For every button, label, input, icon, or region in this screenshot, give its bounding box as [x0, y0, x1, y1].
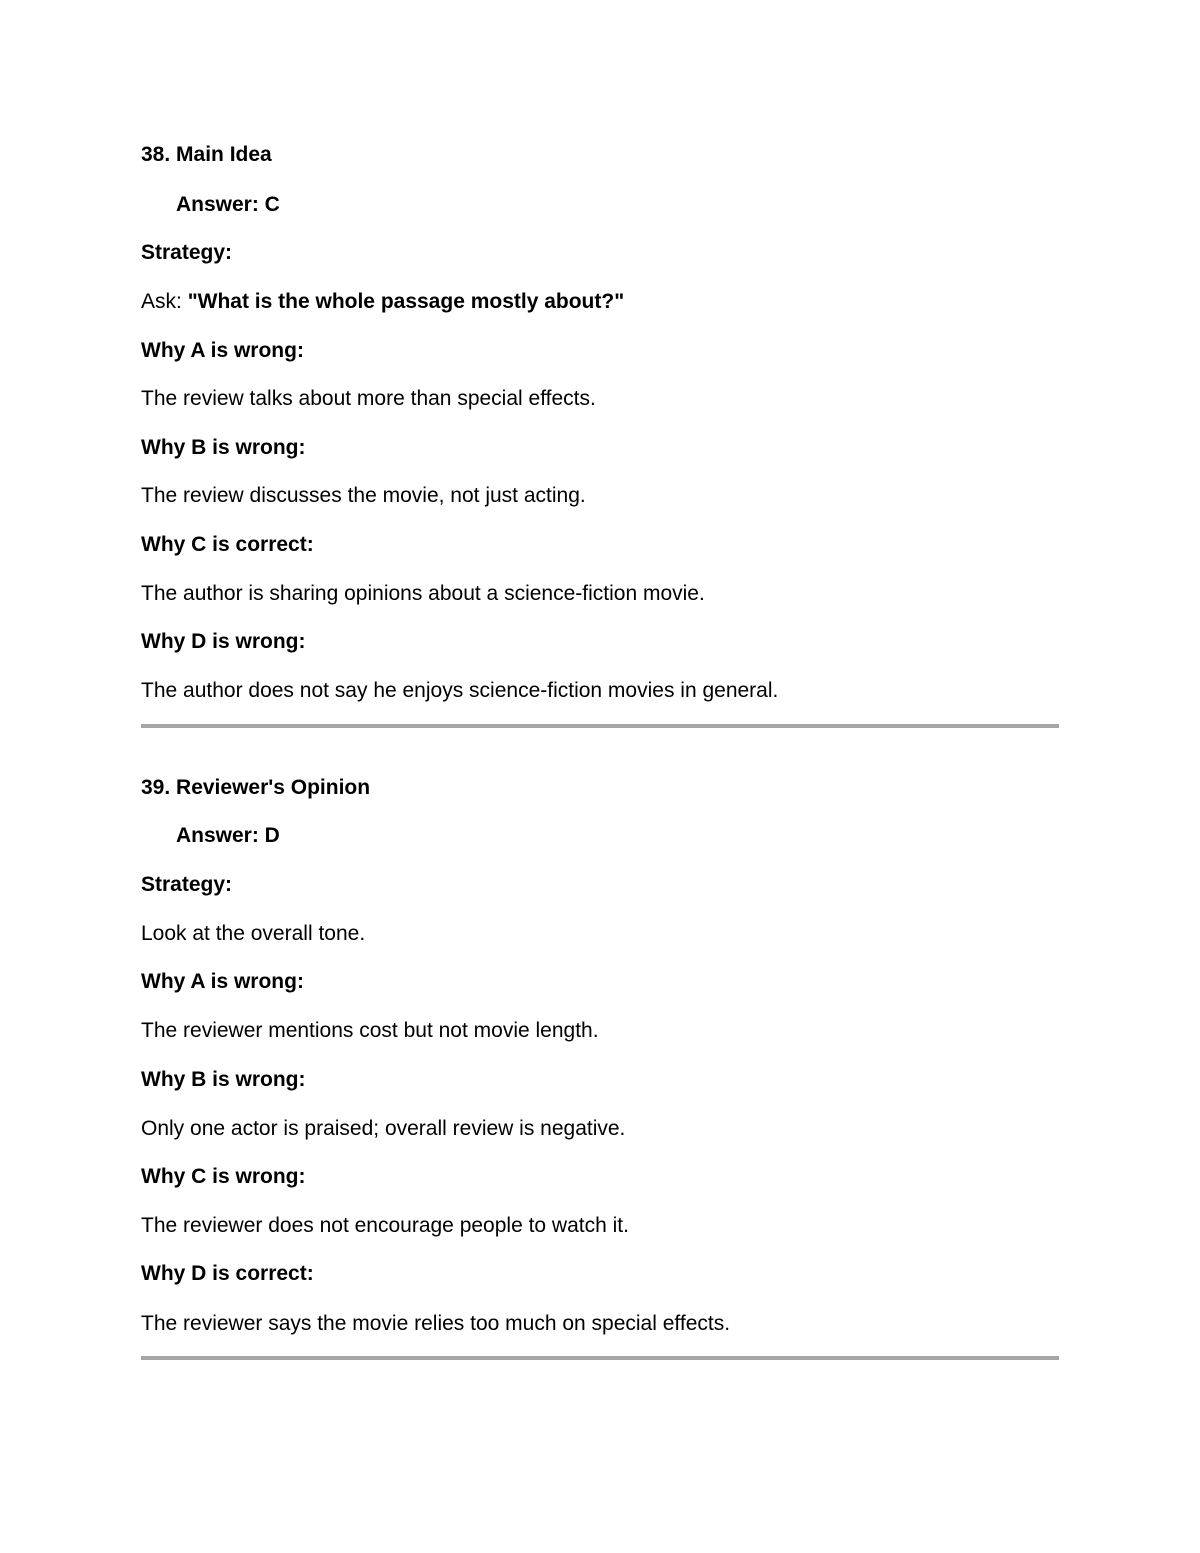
- question-39-strategy: Look at the overall tone.: [141, 922, 366, 945]
- question-39-answer: Answer: D: [176, 824, 280, 847]
- question-38-item-b-label: Why B is wrong:: [141, 436, 306, 459]
- section-divider: [141, 1356, 1059, 1360]
- strategy-prefix: Ask:: [141, 290, 188, 313]
- question-39-heading: 39. Reviewer's Opinion: [141, 776, 371, 799]
- question-38-item-c-text: The author is sharing opinions about a science-fiction movie.: [141, 582, 705, 605]
- question-39-item-d-text: The reviewer says the movie relies too much on special effects.: [141, 1312, 731, 1335]
- strategy-question: "What is the whole passage mostly about?": [187, 290, 625, 313]
- question-39-item-a-label: Why A is wrong:: [141, 970, 304, 993]
- question-38-strategy: [141, 289, 624, 315]
- question-39-item-b-text: Only one actor is praised; overall review is negative.: [141, 1117, 626, 1140]
- question-39-item-a-text: The reviewer mentions cost but not movie length.: [141, 1019, 599, 1042]
- question-38-item-a-text: The review talks about more than special effects.: [141, 387, 596, 410]
- question-38-item-a-label: Why A is wrong:: [141, 339, 304, 362]
- question-38-heading: 38. Main Idea: [141, 143, 272, 166]
- question-38-item-d-label: Why D is wrong:: [141, 630, 306, 653]
- question-38-answer: Answer: C: [176, 193, 280, 216]
- question-38-item-d-text: The author does not say he enjoys science-fiction movies in general.: [141, 679, 779, 702]
- question-39-item-c-text: The reviewer does not encourage people to watch it.: [141, 1214, 629, 1237]
- section-divider: [141, 724, 1059, 728]
- question-39-item-b-label: Why B is wrong:: [141, 1068, 306, 1091]
- question-38-strategy-label: Strategy:: [141, 241, 233, 264]
- question-39-item-d-label: Why D is correct:: [141, 1262, 314, 1285]
- question-39-strategy-label: Strategy:: [141, 873, 233, 896]
- question-39-item-c-label: Why C is wrong:: [141, 1165, 306, 1188]
- question-38-item-b-text: The review discusses the movie, not just acting.: [141, 484, 586, 507]
- question-38-item-c-label: Why C is correct:: [141, 533, 314, 556]
